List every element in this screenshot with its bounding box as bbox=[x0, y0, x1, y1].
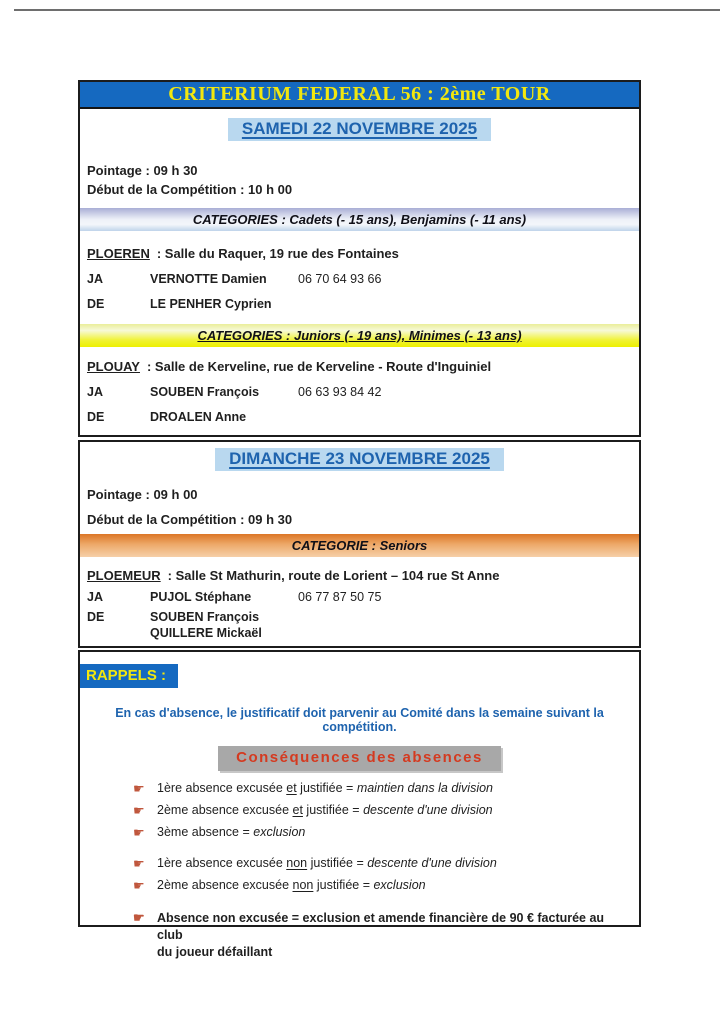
pointing-hand-icon: ☛ bbox=[133, 856, 145, 871]
category-band-label: CATEGORIES : Cadets (- 15 ans), Benjamins (- 11 ans) bbox=[192, 212, 527, 227]
rule-item bbox=[133, 803, 623, 818]
official-role: DE bbox=[87, 297, 105, 311]
official-phone: 06 77 87 50 75 bbox=[298, 590, 382, 604]
rappels-badge: RAPPELS : bbox=[80, 664, 178, 688]
official-role: JA bbox=[87, 272, 103, 286]
official-row bbox=[87, 610, 639, 625]
category-band-juniors-minimes bbox=[80, 324, 639, 347]
pointing-hand-icon: ☛ bbox=[133, 803, 145, 818]
pointing-hand-icon: ☛ bbox=[133, 878, 145, 893]
scan-artifact-line bbox=[14, 9, 720, 11]
official-phone: 06 63 93 84 42 bbox=[298, 385, 382, 399]
venue-address: : Salle de Kerveline, rue de Kerveline - Route d'Inguiniel bbox=[146, 359, 492, 374]
venue-ploemeur bbox=[87, 568, 639, 584]
saturday-heading bbox=[80, 118, 639, 141]
official-name: DROALEN Anne bbox=[150, 410, 247, 424]
official-name: PUJOL Stéphane bbox=[150, 590, 252, 604]
venue-plouay bbox=[87, 359, 639, 375]
official-role: JA bbox=[87, 590, 103, 604]
official-phone bbox=[298, 626, 639, 641]
pointing-hand-icon: ☛ bbox=[133, 825, 145, 840]
venue-address: : Salle St Mathurin, route de Lorient – 104 rue St Anne bbox=[167, 568, 500, 583]
rule-text: 3ème absence = exclusion bbox=[157, 825, 306, 839]
official-role: JA bbox=[87, 385, 103, 399]
rule-text: 2ème absence excusée et justifiée = descente d'une division bbox=[157, 803, 493, 817]
official-row bbox=[87, 590, 639, 605]
saturday-section bbox=[78, 80, 641, 437]
consequences-title: Conséquences des absences bbox=[218, 746, 501, 771]
sunday-heading bbox=[80, 448, 639, 471]
category-band-label: CATEGORIES : Juniors (- 19 ans), Minimes (- 13 ans) bbox=[197, 328, 522, 343]
official-phone bbox=[298, 410, 639, 425]
venue-address: : Salle du Raquer, 19 rue des Fontaines bbox=[156, 246, 399, 261]
sunday-section bbox=[78, 440, 641, 648]
official-role bbox=[87, 626, 150, 641]
category-band-cadets-benjamins bbox=[80, 208, 639, 231]
reminders-section bbox=[78, 650, 641, 959]
rule-text: 2ème absence excusée non justifiée = exclusion bbox=[157, 878, 426, 892]
club-name: PLOEREN bbox=[87, 246, 150, 261]
official-phone bbox=[298, 297, 639, 312]
rule-text: 1ère absence excusée non justifiée = descente d'une division bbox=[157, 856, 497, 870]
club-name: PLOUAY bbox=[87, 359, 140, 374]
official-name: QUILLERE Mickaël bbox=[150, 626, 262, 640]
sunday-heading-highlight bbox=[215, 448, 504, 471]
official-role: DE bbox=[87, 410, 105, 424]
club-name: PLOEMEUR bbox=[87, 568, 161, 583]
rule-item bbox=[133, 878, 623, 893]
official-row bbox=[87, 385, 639, 400]
official-row bbox=[87, 410, 639, 425]
sunday-heading-text: DIMANCHE 23 NOVEMBRE 2025 bbox=[229, 449, 490, 468]
official-phone: 06 70 64 93 66 bbox=[298, 272, 382, 286]
absence-rules-list bbox=[80, 781, 639, 961]
rule-text: 1ère absence excusée et justifiée = maintien dans la division bbox=[157, 781, 494, 795]
rule-item-final bbox=[133, 910, 623, 961]
document-title-bar bbox=[80, 82, 639, 109]
official-name: SOUBEN François bbox=[150, 610, 260, 624]
category-band-label: CATEGORIE : Seniors bbox=[291, 538, 428, 553]
rule-item bbox=[133, 825, 623, 840]
official-row bbox=[87, 297, 639, 312]
rule-text: Absence non excusée = exclusion et amende financière de 90 € facturée au club du joueur défaillant bbox=[157, 911, 605, 959]
saturday-start-time: Début de la Compétition : 10 h 00 bbox=[87, 182, 293, 197]
absence-notice: En cas d'absence, le justificatif doit parvenir au Comité dans la semaine suivant la compétition. bbox=[115, 706, 604, 734]
pointing-hand-icon: ☛ bbox=[133, 781, 145, 796]
document-title: CRITERIUM FEDERAL 56 : 2ème TOUR bbox=[168, 83, 551, 105]
official-phone bbox=[298, 610, 639, 625]
official-name: VERNOTTE Damien bbox=[150, 272, 267, 286]
venue-ploeren bbox=[87, 246, 639, 262]
official-row bbox=[87, 272, 639, 287]
sunday-start-time: Début de la Compétition : 09 h 30 bbox=[87, 512, 293, 527]
rule-item bbox=[133, 781, 623, 796]
official-role: DE bbox=[87, 610, 105, 624]
saturday-heading-highlight bbox=[228, 118, 491, 141]
saturday-pointage: Pointage : 09 h 30 bbox=[87, 163, 198, 178]
official-name: LE PENHER Cyprien bbox=[150, 297, 272, 311]
rule-item bbox=[133, 856, 623, 871]
official-name: SOUBEN François bbox=[150, 385, 260, 399]
sunday-pointage: Pointage : 09 h 00 bbox=[87, 487, 198, 502]
category-band-seniors bbox=[80, 534, 639, 557]
pointing-hand-icon: ☛ bbox=[133, 910, 145, 925]
official-row bbox=[87, 626, 639, 641]
saturday-heading-text: SAMEDI 22 NOVEMBRE 2025 bbox=[241, 119, 478, 138]
